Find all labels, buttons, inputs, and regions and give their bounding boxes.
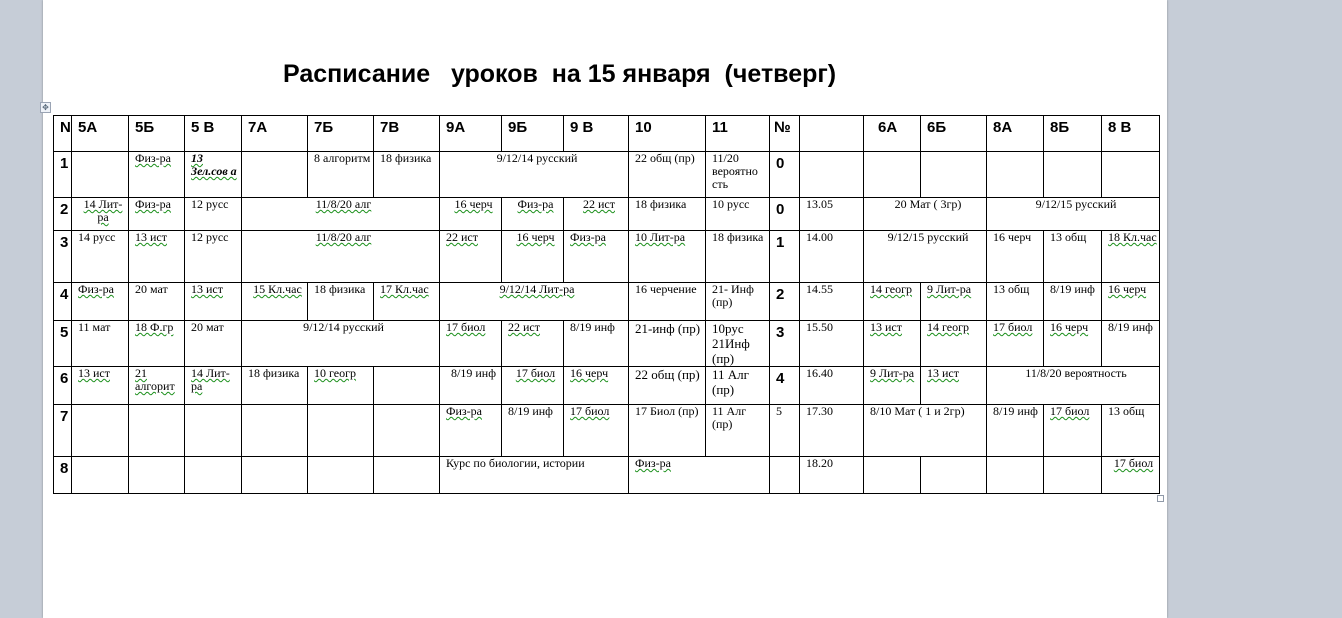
header-cell: 5А [72,116,129,152]
cell-time: 17.30 [800,405,864,457]
lesson-number: 7 [54,405,72,457]
cell-5b [129,231,185,283]
cell-8v [1102,457,1160,494]
cell-5v: 12 русс [185,198,242,231]
cell-11: 21- Инф (пр) [706,283,770,321]
cell-11: 10 русс [706,198,770,231]
cell-text: 16 черч [454,197,493,211]
lesson-number: 4 [54,283,72,321]
cell-6b [921,367,987,405]
cell-6a [864,321,921,367]
cell-7-all: 9/12/14 русский [242,321,440,367]
cell-11: 11 Алг (пр) [706,367,770,405]
cell-text: 18 Кл.час [1108,230,1157,244]
cell-10 [629,152,706,198]
cell-time: 14.55 [800,283,864,321]
lesson-number: 2 [54,198,72,231]
cell-7b: 18 физика [308,283,374,321]
cell-7v [374,405,440,457]
cell-text: 10 геогр [314,366,357,380]
cell-time: 15.50 [800,321,864,367]
table-row [54,457,1160,494]
cell-8v: 13 общ [1102,405,1160,457]
cell-5b [129,321,185,367]
cell-10: 22 общ (пр) [629,367,706,405]
header-cell: 11 [706,116,770,152]
cell-text: 22 ист [508,320,540,334]
header-cell: 8Б [1044,116,1102,152]
cell-5b [129,198,185,231]
cell-10: 21-инф (пр) [629,321,706,367]
header-cell: 9 В [564,116,629,152]
cell-8b: 13 общ [1044,231,1102,283]
cell-11: 10рус 21Инф (пр) [706,321,770,367]
cell-8v [1102,231,1160,283]
cell-10-all [629,457,770,494]
cell-5b [129,405,185,457]
schedule-table [53,115,1160,494]
cell-text: 17 биол [446,320,486,334]
cell-8v [1102,152,1160,198]
cell-5a [72,152,129,198]
cell-11: 11 Алг (пр) [706,405,770,457]
lesson-number: 1 [54,152,72,198]
header-cell: 5 В [185,116,242,152]
header-cell [800,116,864,152]
cell-time: 13.05 [800,198,864,231]
cell-7b: 8 алгоритм [308,152,374,198]
cell-9b [502,367,564,405]
lesson-number: 6 [54,367,72,405]
cell-text: 9/12/14 Лит-ра [499,282,575,296]
header-cell: № [770,116,800,152]
cell-7b [308,457,374,494]
cell-9v [564,405,629,457]
cell-7v: 18 физика [374,152,440,198]
header-cell: 10 [629,116,706,152]
header-cell: 9Б [502,116,564,152]
cell-text: 13 ист [870,320,902,334]
table-move-handle-icon[interactable]: ✥ [40,102,51,113]
cell-10 [629,231,706,283]
cell-5v [185,457,242,494]
table-header-row [54,116,1160,152]
period-number: 1 [770,231,800,283]
cell-8b [1044,321,1102,367]
cell-time [800,152,864,198]
cell-text: 17 биол [515,366,556,380]
header-cell: 6Б [921,116,987,152]
cell-8a: 13 общ [987,283,1044,321]
header-cell: 5Б [129,116,185,152]
cell-text: 17 биол [1050,404,1090,418]
cell-6b [921,321,987,367]
cell-8a [987,457,1044,494]
cell-text: 13 ист [191,282,223,296]
header-cell: 8А [987,116,1044,152]
cell-10: 17 Биол (пр) [629,405,706,457]
cell-5v [185,405,242,457]
header-cell: 7Б [308,116,374,152]
cell-5v: 12 русс [185,231,242,283]
cell-text: 21 алгорит [135,366,175,393]
cell-7-all [242,198,440,231]
table-row [54,367,1160,405]
cell-9-all [440,283,629,321]
cell-9a: 8/19 инф [440,367,502,405]
cell-text: 16 черч [570,366,609,380]
cell-9b: 8/19 инф [502,405,564,457]
cell-9a [440,405,502,457]
cell-5v: 20 мат [185,321,242,367]
cell-text: 14 Лит-ра [83,197,123,224]
period-number: 2 [770,283,800,321]
period-number: 0 [770,152,800,198]
cell-8a [987,321,1044,367]
cell-5a [72,457,129,494]
period-number: 3 [770,321,800,367]
cell-text: Физ-ра [570,230,606,244]
cell-text: 16 черч [1050,320,1089,334]
cell-9v [564,367,629,405]
cell-9a [440,231,502,283]
cell-text: 22 ист [583,197,615,211]
cell-8-all: 9/12/15 русский [987,198,1160,231]
cell-9v: 8/19 инф [564,321,629,367]
cell-11: 18 физика [706,231,770,283]
cell-text: 11/8/20 алг [315,230,372,244]
cell-text: 11/8/20 алг [315,197,372,211]
cell-9v [564,198,629,231]
cell-text: 14 геогр [870,282,913,296]
cell-6-all: 9/12/15 русский [864,231,987,283]
cell-8-all: 11/8/20 вероятность [987,367,1160,405]
cell-8a: 16 черч [987,231,1044,283]
cell-6-all: 8/10 Мат ( 1 и 2гр) [864,405,987,457]
cell-text: Физ-ра [635,456,671,470]
cell-6b [921,283,987,321]
cell-6b [921,152,987,198]
cell-9b [502,231,564,283]
cell-text: 13 ист [927,366,959,380]
cell-5a: 14 русс [72,231,129,283]
table-row [54,198,1160,231]
cell-text: Физ-ра [446,404,482,418]
cell-text: 18 Ф.гр [135,320,174,334]
cell-time: 14.00 [800,231,864,283]
cell-8v [1102,283,1160,321]
cell-9-all: Курс по биологии, истории [440,457,629,494]
cell-text: 22 общ (пр) [635,151,695,165]
cell-7v [374,283,440,321]
cell-text: 13 Зел.сов а [191,151,237,178]
cell-time: 16.40 [800,367,864,405]
cell-5b: 20 мат [129,283,185,321]
cell-10: 16 черчение [629,283,706,321]
cell-text: 17 Кл.час [380,282,429,296]
cell-7a [242,152,308,198]
lesson-number: 5 [54,321,72,367]
cell-text: Физ-ра [135,197,171,211]
cell-text: 17 биол [1113,456,1154,470]
cell-9a [440,321,502,367]
period-number: 4 [770,367,800,405]
cell-8v: 8/19 инф [1102,321,1160,367]
cell-5a [72,283,129,321]
cell-text: 9 Лит-ра [927,282,972,296]
header-cell: 9А [440,116,502,152]
table-row [54,321,1160,367]
table-resize-handle-icon[interactable] [1157,495,1164,502]
cell-9b [502,198,564,231]
cell-5a: 11 мат [72,321,129,367]
header-cell: 7В [374,116,440,152]
cell-6b [921,457,987,494]
cell-7-all [242,231,440,283]
cell-5v [185,152,242,198]
table-row [54,405,1160,457]
cell-5v [185,367,242,405]
cell-text: 17 биол [993,320,1033,334]
cell-6a [864,283,921,321]
cell-7a [242,283,308,321]
cell-5v [185,283,242,321]
cell-9-all: 9/12/14 русский [440,152,629,198]
table-row [54,283,1160,321]
period-number: 0 [770,198,800,231]
cell-text: 16 черч [1108,282,1147,296]
header-cell: 8 В [1102,116,1160,152]
cell-7a [242,457,308,494]
cell-text: 10 Лит-ра [635,230,686,244]
cell-7v [374,367,440,405]
cell-text: Физ-ра [135,151,171,165]
cell-6a [864,367,921,405]
cell-text: 14 Лит-ра [191,366,230,393]
period-number: 5 [770,405,800,457]
cell-8a [987,152,1044,198]
cell-8a: 8/19 инф [987,405,1044,457]
cell-7a: 18 физика [242,367,308,405]
cell-9a [440,198,502,231]
cell-text: 17 биол [570,404,610,418]
cell-8b [1044,457,1102,494]
cell-text: 22 ист [446,230,478,244]
cell-11: 11/20 вероятно сть [706,152,770,198]
cell-text: 13 ист [135,230,167,244]
cell-5b [129,152,185,198]
table-row [54,152,1160,198]
cell-8b: 8/19 инф [1044,283,1102,321]
cell-9v [564,231,629,283]
cell-7v [374,457,440,494]
cell-7b [308,367,374,405]
table-row [54,231,1160,283]
cell-5b [129,457,185,494]
period-number [770,457,800,494]
cell-10: 18 физика [629,198,706,231]
header-cell: 6А [864,116,921,152]
cell-time: 18.20 [800,457,864,494]
header-cell: 7А [242,116,308,152]
cell-9b [502,321,564,367]
cell-6a [864,457,921,494]
lesson-number: 8 [54,457,72,494]
cell-8b [1044,405,1102,457]
cell-7a [242,405,308,457]
cell-text: 15 Кл.час [253,282,302,296]
cell-8b [1044,152,1102,198]
cell-5a [72,405,129,457]
cell-text: Физ-ра [517,197,554,211]
cell-text: 9 Лит-ра [870,366,915,380]
cell-5a [72,367,129,405]
page-title: Расписание уроков на 15 января (четверг) [283,60,837,88]
cell-text: 14 геогр [927,320,970,334]
cell-5b [129,367,185,405]
cell-6-all: 20 Мат ( 3гр) [864,198,987,231]
lesson-number: 3 [54,231,72,283]
cell-7b [308,405,374,457]
cell-6a [864,152,921,198]
header-cell: N [54,116,72,152]
cell-text: 16 черч [516,230,555,244]
cell-text: 13 ист [78,366,110,380]
cell-5a [72,198,129,231]
cell-text: Физ-ра [78,282,114,296]
